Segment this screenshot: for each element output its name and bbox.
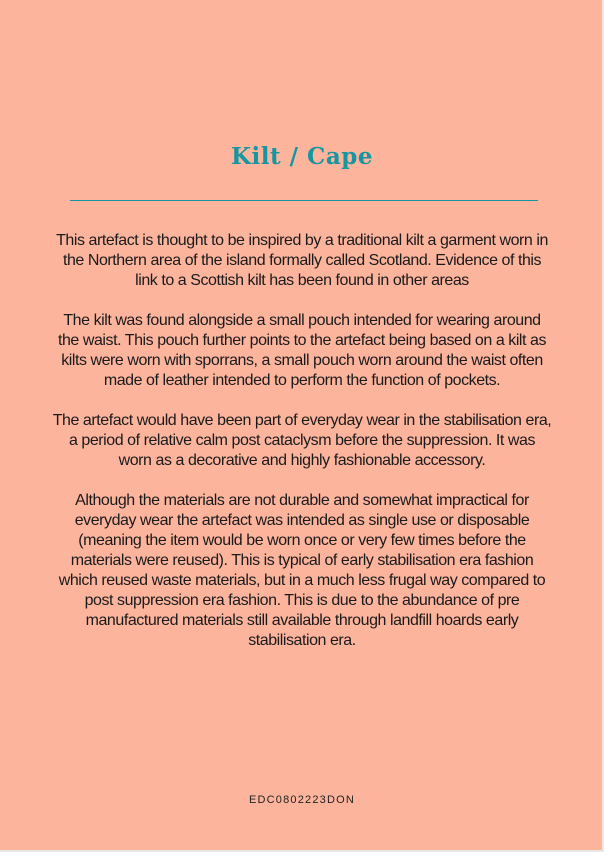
title-divider [70, 200, 538, 201]
page-title: Kilt / Cape [231, 143, 373, 170]
paragraph: Although the materials are not durable and somewhat impractical for everyday wear the artefact was intended as single use or disposable (meaning the item would be worn once or very few times before the materials were reused). This is typical of early stabilisation era fashion which reused waste materials, but in a much less frugal way compared to post suppression era fashion. This is due to the abundance of pre manufactured materials still available through landfill hoards early stabilisation era. [58, 492, 546, 649]
paragraph: The kilt was found alongside a small pouch intended for wearing around the waist. This pouch further points to the artefact being based on a kilt as kilts were worn with sporrans, a small pouch worn around the waist often made of leather intended to perform the function of pockets. [57, 312, 547, 389]
reference-code: EDC0802223DON [248, 794, 356, 806]
body-text [52, 231, 552, 671]
paragraph: The artefact would have been part of everyday wear in the stabilisation era, a period of relative calm post cataclysm before the suppression. It was worn as a decorative and highly fashionable accessory. [52, 412, 552, 469]
paragraph: This artefact is thought to be inspired by a traditional kilt a garment worn in the Northern area of the island formally called Scotland. Evidence of this link to a Scottish kilt has been found in other areas [56, 232, 548, 289]
